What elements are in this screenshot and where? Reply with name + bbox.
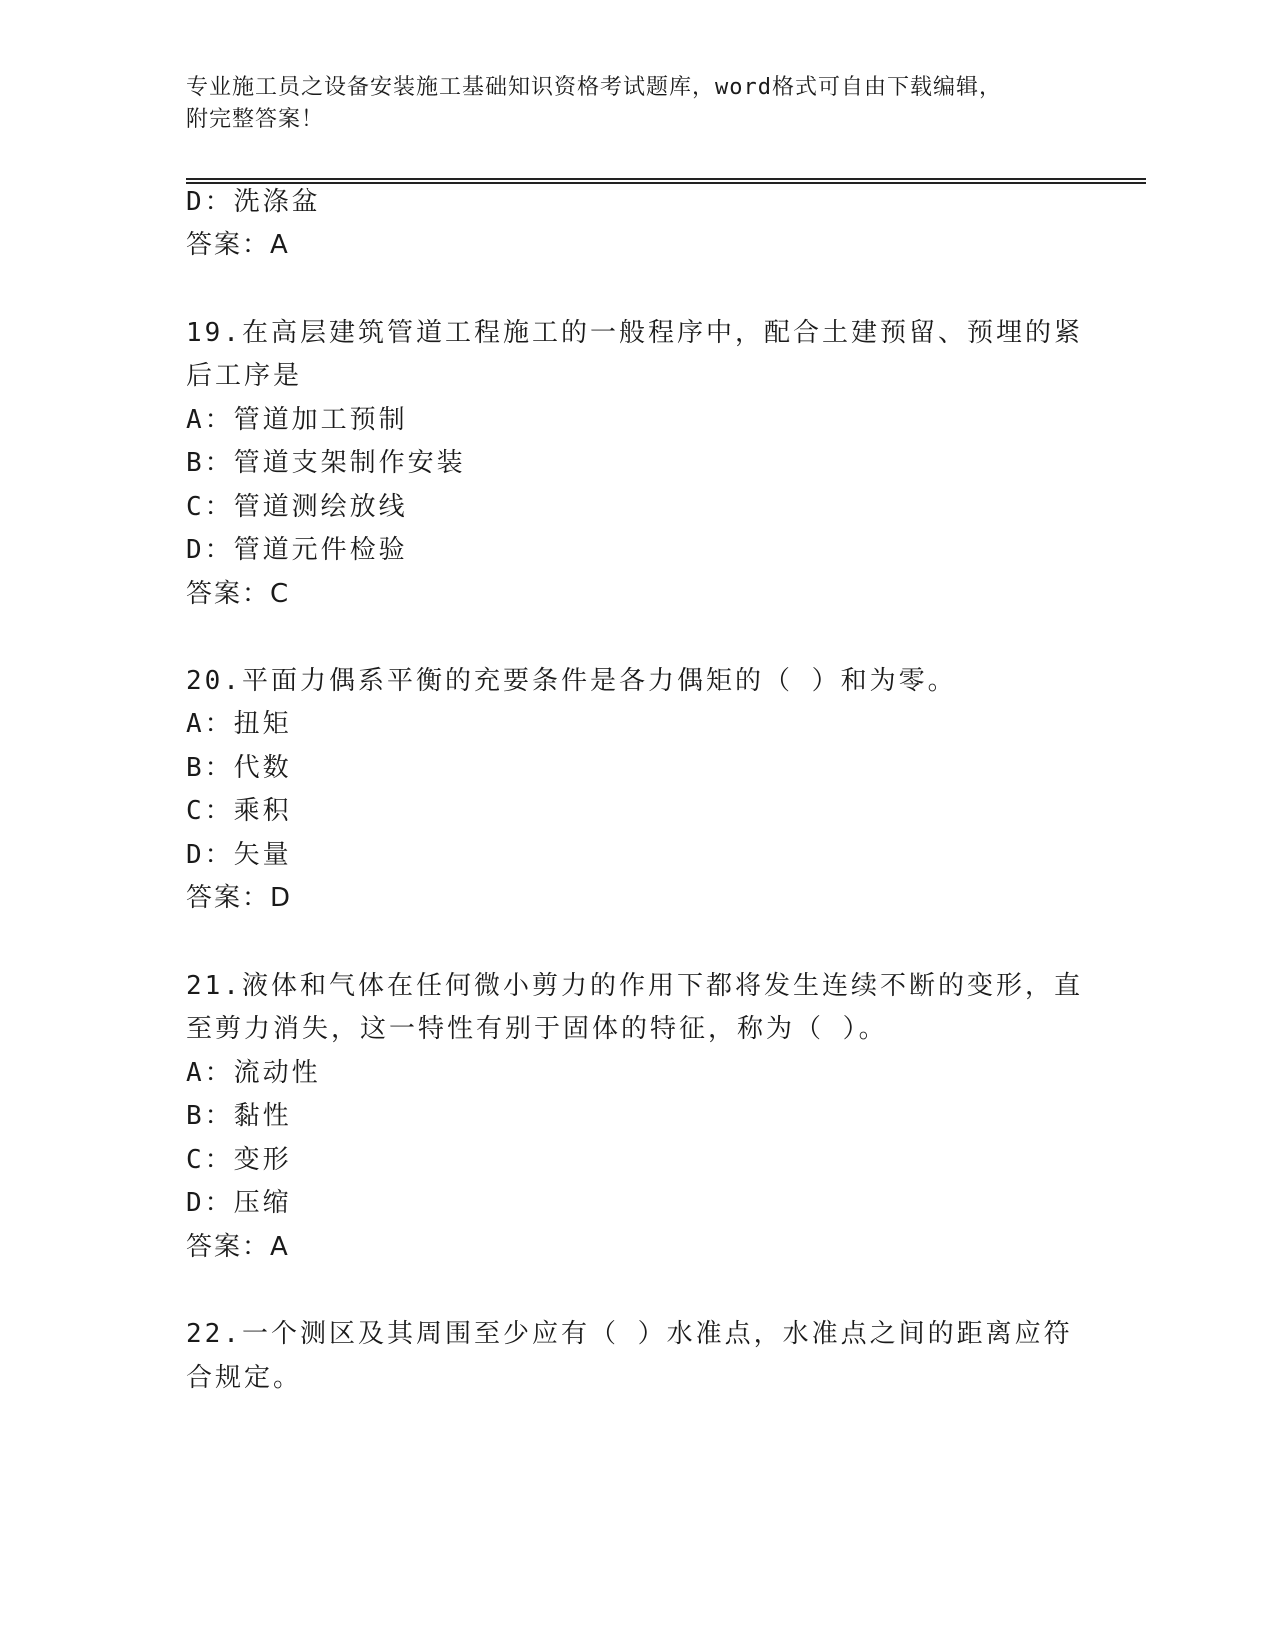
document-page	[186, 0, 1146, 1650]
question-22-stem-line-1: 22.一个测区及其周围至少应有（ ）水准点，水准点之间的距离应符	[186, 1319, 1073, 1349]
document-header	[186, 72, 1086, 136]
question-19-stem-line-2: 后工序是	[186, 361, 303, 391]
question-20-option-c: C：乘积	[186, 796, 292, 826]
question-20-option-a: A：扭矩	[186, 709, 292, 739]
question-19-answer: 答案：C	[186, 579, 291, 609]
option-d: D：洗涤盆	[186, 187, 321, 217]
question-21-stem-line-1: 21.液体和气体在任何微小剪力的作用下都将发生连续不断的变形，直	[186, 971, 1083, 1001]
header-line-1: 专业施工员之设备安装施工基础知识资格考试题库，word格式可自由下载编辑，	[186, 75, 1002, 100]
question-20-answer: 答案：D	[186, 883, 293, 913]
question-20-option-b: B：代数	[186, 753, 292, 783]
answer: 答案：A	[186, 230, 290, 260]
question-22-stem-line-2: 合规定。	[186, 1363, 303, 1393]
question-21-option-d: D：压缩	[186, 1188, 292, 1218]
question-19-option-b: B：管道支架制作安装	[186, 448, 466, 478]
question-21-option-b: B：黏性	[186, 1101, 292, 1131]
question-19-option-d: D：管道元件检验	[186, 535, 408, 565]
question-21-option-a: A：流动性	[186, 1058, 321, 1088]
question-19-option-c: C：管道测绘放线	[186, 492, 408, 522]
question-20-option-d: D：矢量	[186, 840, 292, 870]
header-divider	[186, 178, 1146, 184]
question-19-stem-line-1: 19.在高层建筑管道工程施工的一般程序中，配合土建预留、预埋的紧	[186, 318, 1083, 348]
question-19-option-a: A：管道加工预制	[186, 405, 408, 435]
question-21-answer: 答案：A	[186, 1232, 290, 1262]
question-21-stem-line-2: 至剪力消失，这一特性有别于固体的特征，称为（ ）。	[186, 1014, 888, 1044]
question-21-option-c: C：变形	[186, 1145, 292, 1175]
question-20-stem-line-1: 20.平面力偶系平衡的充要条件是各力偶矩的（ ）和为零。	[186, 666, 957, 696]
header-line-2: 附完整答案！	[186, 107, 325, 132]
